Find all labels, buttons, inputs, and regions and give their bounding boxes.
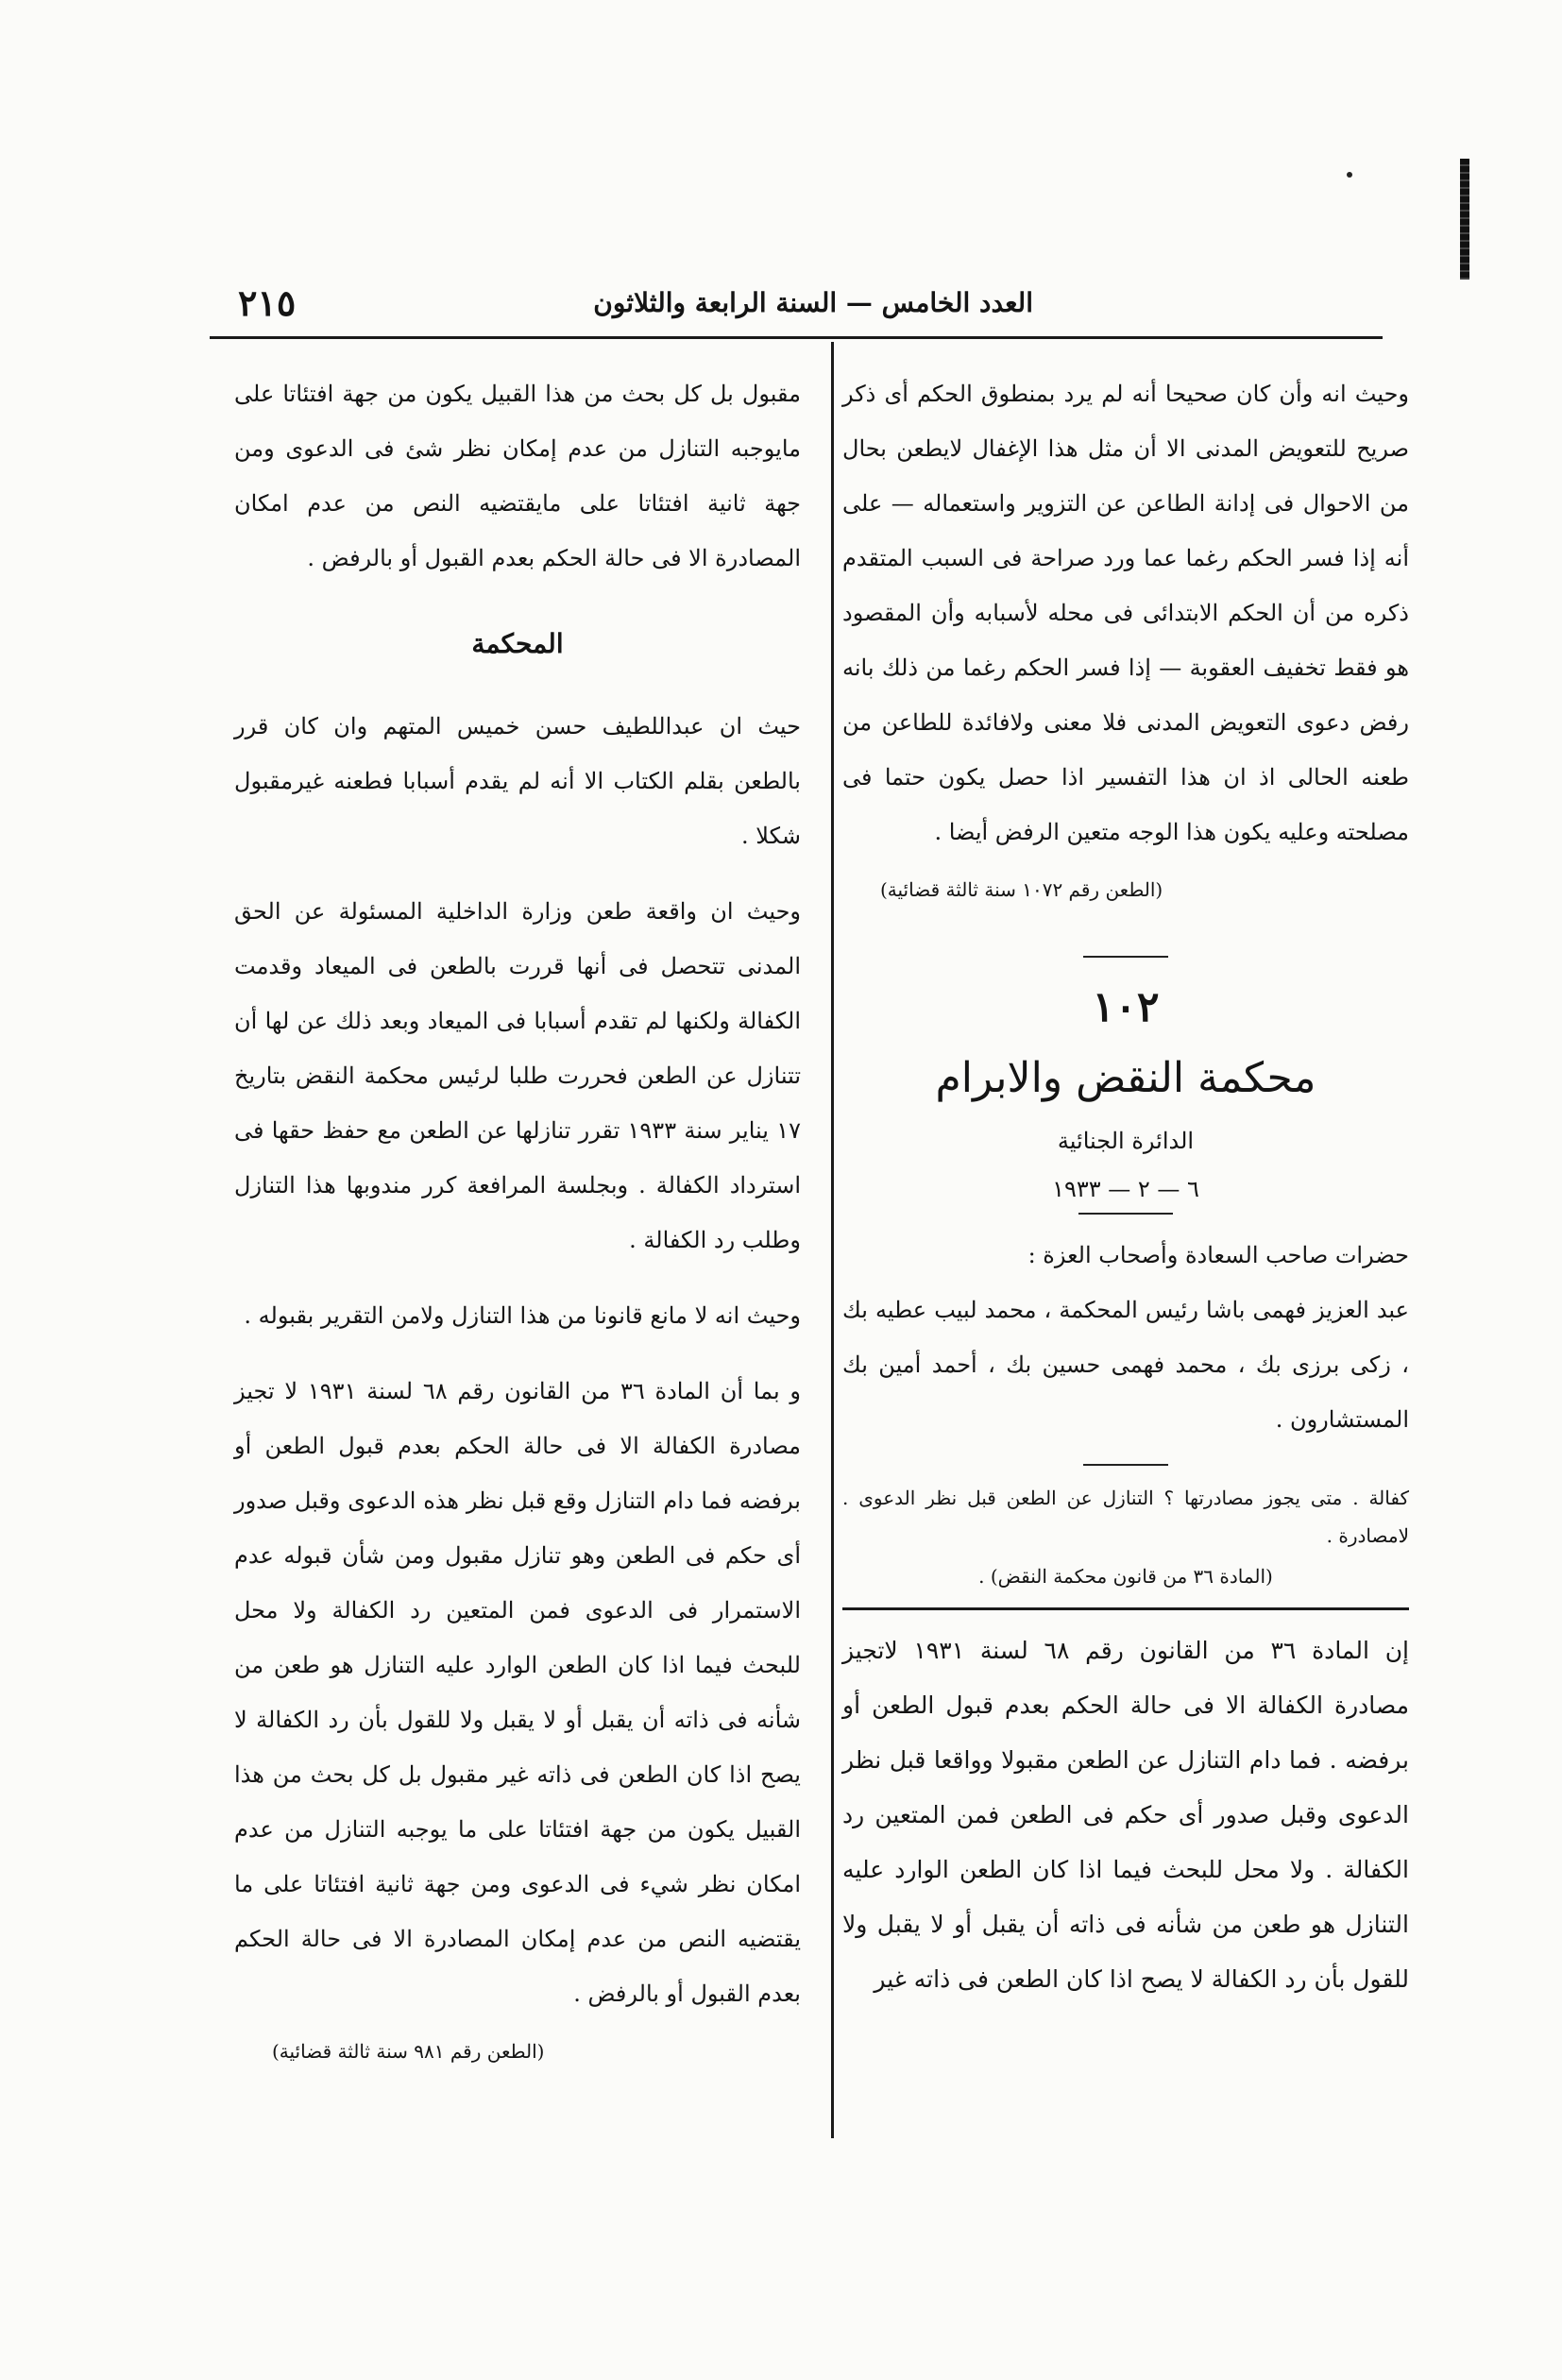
headnote-separator [1083,1464,1168,1466]
column-divider [831,342,834,2138]
court-section-title: المحكمة [471,628,564,659]
date-underline [1078,1213,1173,1215]
court-name: محكمة النقض والابرام [935,1054,1316,1102]
judgment-paragraph: حيث ان عبداللطيف حسن خميس المتهم وان كان قرر بالطعن بقلم الكتاب الا أنه لم يقدم أسبابا فطعنه غيرمقبول شكلا . [234,713,801,849]
head-note: كفالة . متى يجوز مصادرتها ؟ التنازل عن الطعن قبل نظر الدعوى . لامصادرة . [842,1487,1409,1547]
judgment-paragraph: وحيث انه لا مانع قانونا من هذا التنازل ولامن التقرير بقبوله . [244,1302,801,1329]
continued-paragraph: وحيث انه وأن كان صحيحا أنه لم يرد بمنطوق الحكم أى ذكر صريح للتعويض المدنى الا أن مثل هذا الإغفال لايطعن بحال من الاحوال فى إدانة الطاعن عن التزوير واستعماله — على أنه إذا فسر الحكم رغما عما ورد صراحة فى السبب المتقدم ذكره من أن الحكم الابتدائى فى محله لأسبابه وأن المقصود هو فقط تخفيف العقوبة — إذا فسر الحكم رغما من ذلك بانه رفض دعوى التعويض المدنى فلا معنى ولافائدة للطاعن من طعنه الحالى اذ ان هذا التفسير اذا حصل يكون حتما فى مصلحته وعليه يكون هذا الوجه متعين الرفض أيضا . [842,381,1409,845]
continued-principle: مقبول بل كل بحث من هذا القبيل يكون من جهة افتئاتا على مايوجبه التنازل من عدم إمكان نظر شئ فى الدعوى ومن جهة ثانية افتئاتا على مايقتضيه النص من عدم امكان المصادرة الا فى حالة الحكم بعدم القبول أو بالرفض . [234,381,801,571]
court-circuit: الدائرة الجنائية [1057,1128,1195,1154]
scan-speck [1347,172,1352,178]
header-rule [210,336,1383,339]
page-number: ٢١٥ [238,281,297,324]
case-date: ٦ — ٢ — ١٩٣٣ [1052,1176,1199,1202]
legal-principle: إن المادة ٣٦ من القانون رقم ٦٨ لسنة ١٩٣١ لاتجيز مصادرة الكفالة الا فى حالة الحكم بعدم قبول الطعن أو برفضه . فما دام التنازل عن الطعن مقبولا وواقعا قبل نظر الدعوى وقبل صدور أى حكم فى الطعن فمن المتعين رد الكفالة . ولا محل للبحث فيما اذا كان الطعن الوارد عليه التنازل هو طعن من شأنه فى ذاته أن يقبل أو لا يقبل ولا للقول بأن رد الكفالة لا يصح اذا كان الطعن فى ذاته غير [842,1637,1409,1993]
bench-intro: حضرات صاحب السعادة وأصحاب العزة : [1027,1242,1409,1268]
left-column [234,366,801,2070]
page-header [210,280,1383,338]
law-reference: (المادة ٣٦ من قانون محكمة النقض) . [978,1565,1273,1588]
principle-separator [842,1607,1409,1610]
header-title: العدد الخامس — السنة الرابعة والثلاثون [593,287,1033,318]
scan-edge-mark [1460,159,1469,280]
right-column [842,366,1409,2007]
appeal-citation: (الطعن رقم ١٠٧٢ سنة ثالثة قضائية) [880,878,1163,901]
case-number: ١٠٢ [1092,983,1160,1031]
judgment-paragraph: وحيث ان واقعة طعن وزارة الداخلية المسئولة عن الحق المدنى تتحصل فى أنها قررت بالطعن فى الميعاد وقدمت الكفالة ولكنها لم تقدم أسبابا فى الميعاد وبعد ذلك عن لها أن تتنازل عن الطعن فحررت طلبا لرئيس محكمة النقض بتاريخ ١٧ يناير سنة ١٩٣٣ تقرر تنازلها عن الطعن مع حفظ حقها فى استرداد الكفالة . وبجلسة المرافعة كرر مندوبها هذا التنازل وطلب رد الكفالة . [234,898,801,1253]
appeal-citation: (الطعن رقم ٩٨١ سنة ثالثة قضائية) [272,2040,545,2063]
bench-members: عبد العزيز فهمى باشا رئيس المحكمة ، محمد لبيب عطيه بك ، زكى برزى بك ، محمد فهمى حسين بك ، أحمد أمين بك المستشارون . [842,1297,1409,1433]
section-separator [1083,956,1168,958]
judgment-paragraph: و بما أن المادة ٣٦ من القانون رقم ٦٨ لسنة ١٩٣١ لا تجيز مصادرة الكفالة الا فى حالة الحكم بعدم قبول الطعن أو برفضه فما دام التنازل وقع قبل نظر هذه الدعوى وقبل صدور أى حكم فى الطعن وهو تنازل مقبول ومن شأن قبوله عدم الاستمرار فى الدعوى فمن المتعين رد الكفالة ولا محل للبحث فيما اذا كان الطعن الوارد عليه التنازل هو طعن من شأنه فى ذاته أن يقبل أو لا يقبل ولا للقول بأن رد الكفالة لا يصح اذا كان الطعن فى ذاته غير مقبول بل كل بحث من هذا القبيل يكون من جهة افتئاتا على ما يوجبه التنازل من عدم امكان نظر شيء فى الدعوى ومن جهة ثانية افتئاتا على ما يقتضيه النص من عدم إمكان المصادرة الا فى حالة الحكم بعدم القبول أو بالرفض . [234,1378,802,2007]
